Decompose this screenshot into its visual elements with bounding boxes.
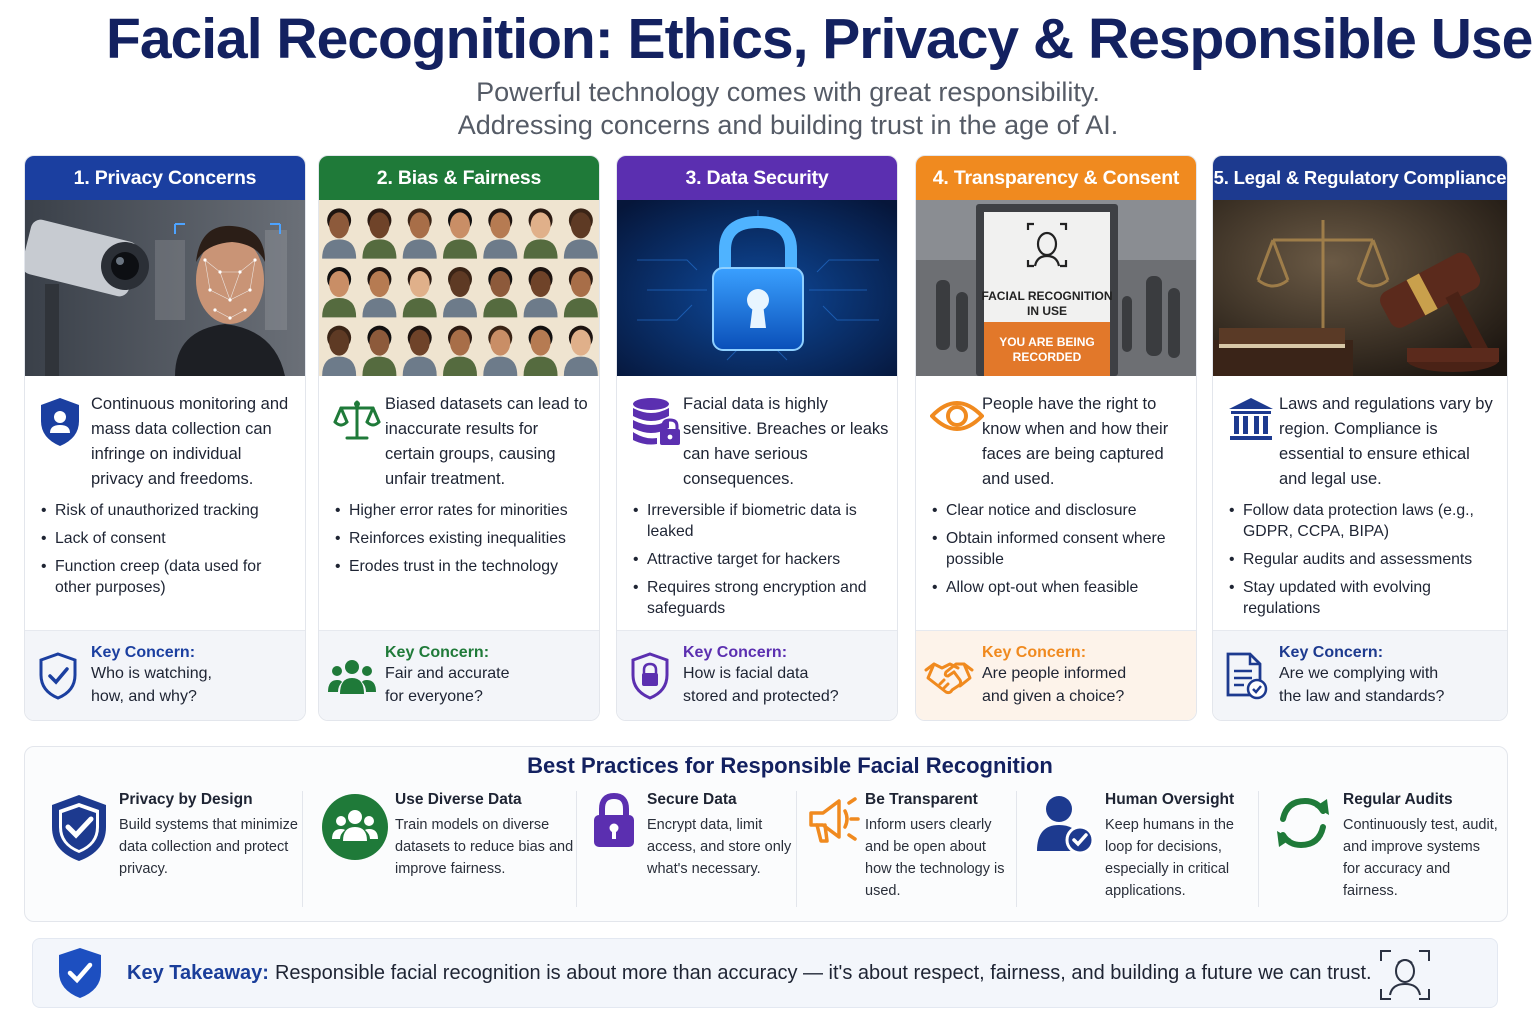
legal-compliance-card xyxy=(1212,155,1508,721)
card-description: Biased datasets can lead to inaccurate results for certain groups, causing unfair treatment. xyxy=(385,395,588,488)
padlock-icon xyxy=(581,791,647,911)
key-concern-label: Key Concern: xyxy=(683,643,788,661)
best-practice-title: Secure Data xyxy=(647,791,737,808)
shield-user-icon xyxy=(39,392,91,492)
bullet-item: • Function creep (data used for other purposes) xyxy=(39,556,297,598)
card-description: People have the right to know when and how their faces are being captured and used. xyxy=(982,395,1169,488)
sign-line2: IN USE xyxy=(1026,304,1068,318)
shield-check-icon xyxy=(25,652,91,700)
sign-line4: RECORDED xyxy=(1012,350,1082,364)
best-practice-text: Encrypt data, limit access, and store only what's necessary. xyxy=(647,817,792,877)
bullet-item: • Allow opt-out when feasible xyxy=(930,577,1188,598)
key-concern-line2: and given a choice? xyxy=(982,687,1125,705)
divider xyxy=(576,791,577,907)
card-header: 4. Transparency & Consent xyxy=(916,156,1196,200)
key-concern-label: Key Concern: xyxy=(1279,643,1384,661)
best-practice-be-transparent xyxy=(801,791,1015,911)
diverse-faces-grid-image xyxy=(319,200,599,376)
bullet-item: • Clear notice and disclosure xyxy=(930,500,1188,521)
best-practice-privacy-by-design xyxy=(39,791,301,911)
bullet-item: • Erodes trust in the technology xyxy=(333,556,591,577)
best-practice-diverse-data xyxy=(315,791,575,911)
database-lock-icon xyxy=(631,392,683,492)
scales-icon xyxy=(333,392,385,492)
best-practice-secure-data xyxy=(581,791,795,911)
key-concern-line1: Are we complying with xyxy=(1279,664,1439,682)
best-practice-text: Inform users clearly and be open about how the technology is used. xyxy=(865,817,1005,899)
key-concern-line2: stored and protected? xyxy=(683,687,839,705)
best-practice-text: Train models on diverse datasets to reduce bias and improve fairness. xyxy=(395,817,574,877)
best-practice-human-oversight xyxy=(1025,791,1255,911)
people-group-icon xyxy=(315,791,395,911)
person-check-icon xyxy=(1025,791,1105,911)
gavel-scales-image xyxy=(1213,200,1507,376)
key-concern-label: Key Concern: xyxy=(982,643,1087,661)
shield-check-icon xyxy=(33,946,127,1000)
bullet-item: • Stay updated with evolving regulations xyxy=(1227,577,1499,619)
sign-line1: FACIAL RECOGNITION xyxy=(981,289,1113,303)
card-description: Facial data is highly sensitive. Breaches or leaks can have serious consequences. xyxy=(683,395,889,488)
best-practice-title: Use Diverse Data xyxy=(395,791,522,808)
sign-line3: YOU ARE BEING xyxy=(999,335,1095,349)
megaphone-icon xyxy=(801,791,865,911)
card-description: Laws and regulations vary by region. Compliance is essential to ensure ethical and legal use. xyxy=(1279,395,1493,488)
card-header: 5. Legal & Regulatory Compliance xyxy=(1213,156,1507,200)
courthouse-icon xyxy=(1227,392,1279,492)
key-concern-line1: How is facial data xyxy=(683,664,809,682)
key-takeaway-banner xyxy=(32,938,1498,1008)
bullet-item: • Follow data protection laws (e.g., GDPR, CCPA, BIPA) xyxy=(1227,500,1499,542)
bullet-item: • Attractive target for hackers xyxy=(631,549,889,570)
concern-bullet-list xyxy=(333,500,591,584)
bullet-item: • Requires strong encryption and safeguards xyxy=(631,577,889,619)
concern-bullet-list xyxy=(1227,500,1499,626)
key-concern-line2: for everyone? xyxy=(385,687,483,705)
page-title: Facial Recognition: Ethics, Privacy & Responsible Use xyxy=(106,7,1533,71)
divider xyxy=(1016,791,1017,907)
page-subtitle-line1: Powerful technology comes with great responsibility. xyxy=(476,77,1100,107)
divider xyxy=(796,791,797,907)
key-concern-box xyxy=(617,630,897,720)
surveillance-face-scan-image xyxy=(25,200,305,376)
eye-icon xyxy=(930,392,982,492)
key-concern-line2: the law and standards? xyxy=(1279,687,1445,705)
best-practice-title: Privacy by Design xyxy=(119,791,253,808)
bullet-item: • Regular audits and assessments xyxy=(1227,549,1499,570)
handshake-icon xyxy=(916,656,982,696)
key-concern-box xyxy=(1213,630,1507,720)
digital-padlock-image xyxy=(617,200,897,376)
best-practice-title: Human Oversight xyxy=(1105,791,1235,808)
refresh-cycle-icon xyxy=(1263,791,1343,911)
best-practice-text: Keep humans in the loop for decisions, especially in critical applications. xyxy=(1105,817,1234,899)
concern-bullet-list xyxy=(631,500,889,626)
best-practice-text: Build systems that minimize data collection and protect privacy. xyxy=(119,817,298,877)
card-description: Continuous monitoring and mass data collection can infringe on individual privacy and freedoms. xyxy=(91,395,289,488)
card-header: 2. Bias & Fairness xyxy=(319,156,599,200)
data-security-card xyxy=(616,155,898,721)
takeaway-label: Key Takeaway: xyxy=(127,961,269,984)
key-concern-label: Key Concern: xyxy=(385,643,490,661)
bullet-item: • Higher error rates for minorities xyxy=(333,500,591,521)
bullet-item: • Reinforces existing inequalities xyxy=(333,528,591,549)
people-group-icon xyxy=(319,656,385,696)
face-scan-icon xyxy=(1379,949,1431,1006)
best-practices-panel xyxy=(24,746,1508,922)
best-practice-title: Be Transparent xyxy=(865,791,978,808)
key-concern-label: Key Concern: xyxy=(91,643,196,661)
bias-fairness-card xyxy=(318,155,600,721)
key-concern-line1: Are people informed xyxy=(982,664,1127,682)
concern-bullet-list xyxy=(930,500,1188,605)
shield-check-icon xyxy=(39,791,119,911)
best-practice-regular-audits xyxy=(1263,791,1499,911)
shield-lock-icon xyxy=(617,652,683,700)
divider xyxy=(302,791,303,907)
divider xyxy=(1258,791,1259,907)
bullet-item: • Risk of unauthorized tracking xyxy=(39,500,297,521)
page-subtitle-line2: Addressing concerns and building trust in the age of AI. xyxy=(457,110,1119,140)
concern-bullet-list xyxy=(39,500,297,605)
bullet-item: • Lack of consent xyxy=(39,528,297,549)
card-header: 3. Data Security xyxy=(617,156,897,200)
key-concern-box xyxy=(916,630,1196,720)
takeaway-text: Responsible facial recognition is about more than accuracy — it's about respect, fairness, and building a future we can trust. xyxy=(274,961,1372,984)
privacy-concerns-card xyxy=(24,155,306,721)
bullet-item: • Obtain informed consent where possible xyxy=(930,528,1188,570)
best-practice-title: Regular Audits xyxy=(1343,791,1453,808)
card-header: 1. Privacy Concerns xyxy=(25,156,305,200)
key-concern-box xyxy=(25,630,305,720)
best-practices-title: Best Practices for Responsible Facial Recognition xyxy=(527,753,1053,778)
document-check-icon xyxy=(1213,651,1279,701)
key-concern-line1: Fair and accurate xyxy=(385,664,510,682)
recording-sign-image xyxy=(916,200,1196,376)
bullet-item: • Irreversible if biometric data is leaked xyxy=(631,500,889,542)
key-concern-box xyxy=(319,630,599,720)
best-practice-text: Continuously test, audit, and improve systems for accuracy and fairness. xyxy=(1343,817,1498,899)
key-concern-line2: how, and why? xyxy=(91,687,197,705)
key-concern-line1: Who is watching, xyxy=(91,664,212,682)
transparency-consent-card xyxy=(915,155,1197,721)
